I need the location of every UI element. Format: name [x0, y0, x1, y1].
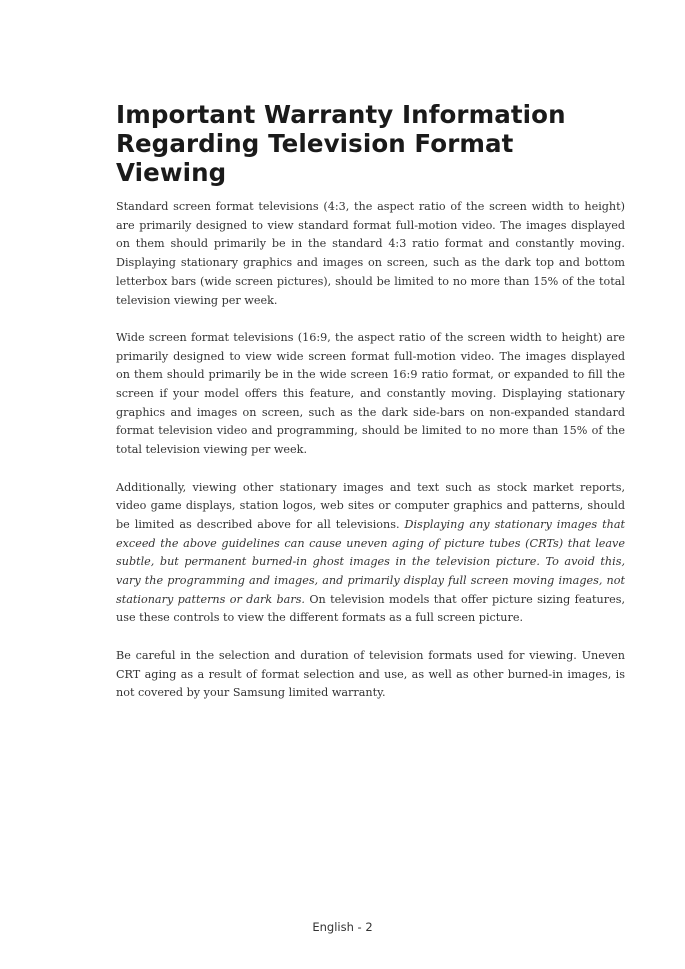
paragraph-wide-format: Wide screen format televisions (16:9, the aspect ratio of the screen width to height) are primarily designed to view wide screen format full-motion video. The images displayed on them should primarily be in the wide screen 16:9 ratio format, or expanded to fill the screen if your model offers this feature, and constantly moving. Displaying stationary graphics and images on screen, such as the dark side-bars on non-expanded standard format television video and programming, should be limited to no more than 15% of the total television viewing per week. [116, 330, 625, 457]
body-text [116, 198, 625, 722]
paragraph-text: On television models that offer picture sizing features, use these controls to view the different formats as a full screen picture. [116, 592, 625, 625]
paragraph-standard-format: Standard screen format televisions (4:3, the aspect ratio of the screen width to height) are primarily designed to view standard format full-motion video. The images displayed on them should primarily be in the standard 4:3 ratio format and constantly moving. Displaying stationary graphics and images on screen, such as the dark top and bottom letterbox bars (wide screen pictures), should be limited to no more than 15% of the total television viewing per week. [116, 200, 625, 307]
warning-text: Displaying any stationary images that exceed the above guidelines can cause uneven aging of picture tubes (CRTs) that leave subtle, but permanent burned-in ghost images in the television picture. To avoid this, vary the programming and images, and primarily display full screen moving images, not stationary patterns or dark bars. [116, 517, 625, 606]
paragraph-warranty-note: Be careful in the selection and duration of television formats used for viewing. Uneven CRT aging as a result of format selection and use, as well as other burned-in images, is not covered by your Samsung limited warranty. [116, 648, 625, 700]
paragraph-stationary-images [116, 479, 625, 629]
paragraph-text: Additionally, viewing other stationary images and text such as stock market reports, video game displays, station logos, web sites or computer graphics and patterns, should be limited as described above for all televisions. [116, 480, 625, 531]
page-title: Important Warranty Information Regarding Television Format Viewing [116, 100, 566, 187]
page-number: English - 2 [312, 920, 373, 934]
